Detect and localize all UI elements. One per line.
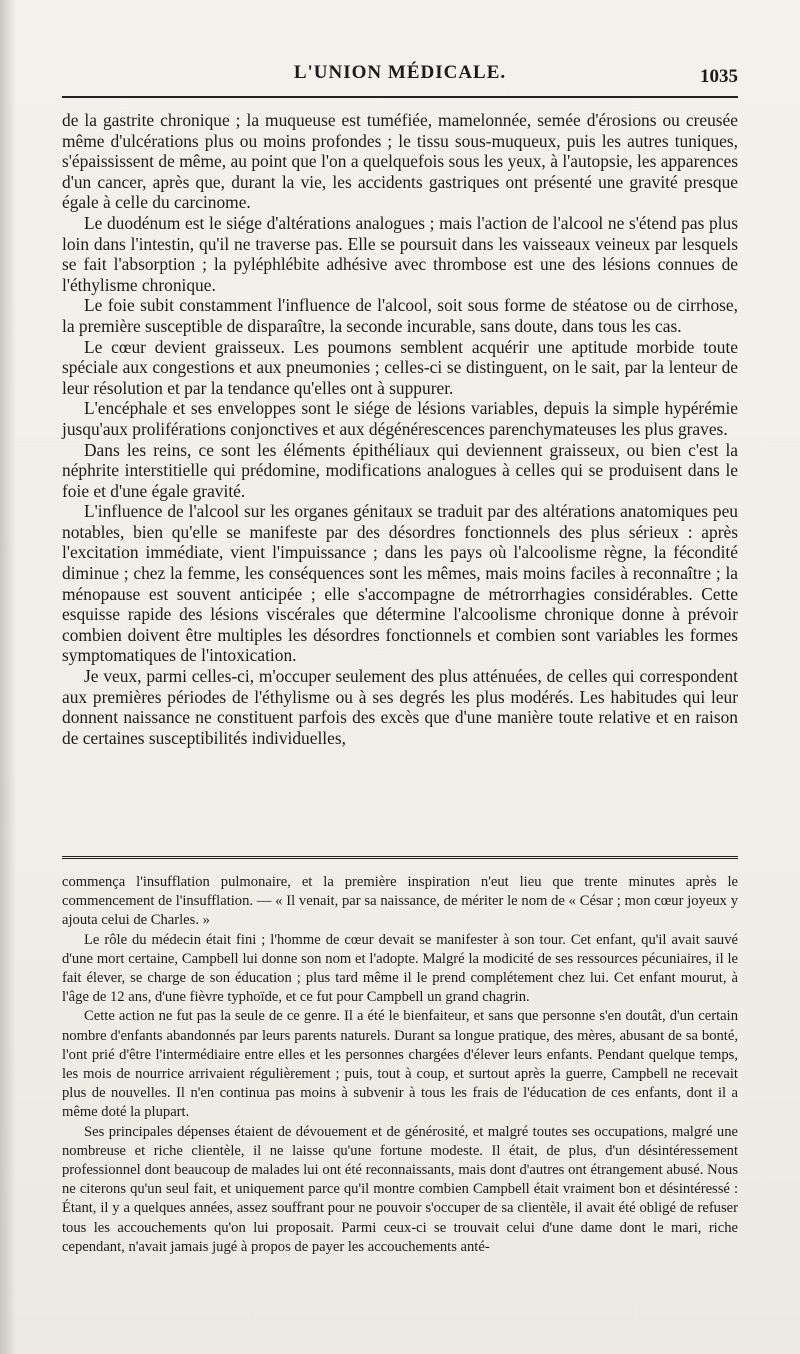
paragraph: Le cœur devient graisseux. Les poumons semblent acquérir une aptitude morbide toute spéciale aux congestions et aux pneumonies ; celles-ci se distinguent, on le sait, par la lenteur de leur résolution et par la tendance qu'elles ont à suppurer. (62, 336, 738, 398)
header-rule (62, 96, 738, 98)
footnote-paragraph: Ses principales dépenses étaient de dévouement et de générosité, et malgré toutes ses occupations, malgré une nombreuse et riche clientèle, il ne laisse qu'une fortune modeste. Il était, de plus, d'un désintéressement professionnel dont beaucoup de malades lui ont été reconnaissants, mais dont d'autres ont étrangement abusé. Nous ne citerons qu'un seul fait, et uniquement parce qu'il montre combien Campbell était vraiment bon et désintéressé : Étant, il y a quelques années, assez souffrant pour ne pouvoir s'occuper de sa clientèle, il avait été obligé de refuser tous les accouchements qu'on lui proposait. Parmi ceux-ci se trouvait celui d'une dame dont le mari, riche cependant, n'avait jamais jugé à propos de payer les accouchements anté- (62, 1123, 738, 1255)
footnotes (62, 873, 738, 1257)
paragraph: de la gastrite chronique ; la muqueuse est tuméfiée, mamelonnée, semée d'érosions ou creusée même d'ulcérations plus ou moins profondes ; le tissu sous-muqueux, puis les autres tuniques, s'épaississent de même, au point que l'on a quelquefois sous les yeux, à l'autopsie, les apparences d'un cancer, après que, durant la vie, les accidents gastriques ont présenté une gravité presque égale à celle du carcinome. (62, 110, 738, 213)
page-number: 1035 (700, 66, 738, 87)
footnote-rule (62, 856, 738, 859)
paragraph: Le duodénum est le siége d'altérations analogues ; mais l'action de l'alcool ne s'étend pas plus loin dans l'intestin, qu'il ne traverse pas. Elle se poursuit dans les vaisseaux veineux par lesquels se fait l'absorption ; la pyléphlébite adhésive avec thrombose est une des lésions connues de l'éthylisme chronique. (62, 212, 738, 295)
paragraph: L'influence de l'alcool sur les organes génitaux se traduit par des altérations anatomiques peu notables, bien qu'elle se manifeste par des désordres fonctionnels des plus sérieux : après l'excitation immédiate, vient l'impuissance ; dans les pays où l'alcoolisme règne, la fécondité diminue ; chez la femme, les conséquences sont les mêmes, mais moins faciles à reconnaître ; la ménopause est souvent anticipée ; elle s'accompagne de métrorrhagies considérables. Cette esquisse rapide des lésions viscérales que détermine l'alcoolisme chronique donne à prévoir combien doivent être multiples les désordres fonctionnels et combien sont variables les formes symptomatiques de l'intoxication. (62, 501, 738, 666)
page-edge-shadow (0, 0, 16, 1354)
page-header (62, 62, 738, 92)
running-title: L'UNION MÉDICALE. (293, 62, 507, 83)
paragraph: L'encéphale et ses enveloppes sont le siége de lésions variables, depuis la simple hypérémie jusqu'aux proliférations conjonctives et aux dégénérescences parenchymateuses les plus graves. (62, 398, 738, 439)
paragraph: Je veux, parmi celles-ci, m'occuper seulement des plus atténuées, de celles qui correspondent aux premières périodes de l'éthylisme ou à ses degrés les plus modérés. Les habitudes qui leur donnent naissance ne constituent parfois des excès que d'une manière toute relative et en raison de certaines susceptibilités individuelles, (62, 666, 738, 748)
footnote-paragraph: Cette action ne fut pas la seule de ce genre. Il a été le bienfaiteur, et sans que personne s'en doutât, d'un certain nombre d'enfants abandonnés par leurs parents naturels. Durant sa longue pratique, des mères, abusant de sa bonté, l'ont prié d'être l'intermédiaire entre elles et les personnes chargées d'élever leurs enfants. Pendant quelque temps, les mois de nourrice arrivaient régulièrement ; puis, tout à coup, et surtout après la guerre, Campbell ne recevait plus de nouvelles. Il n'en continua pas moins à subvenir à tous les frais de l'éducation de ces enfants, dont il a même doté la plupart. (62, 1008, 738, 1121)
paragraph: Dans les reins, ce sont les éléments épithéliaux qui deviennent graisseux, ou bien c'est la néphrite interstitielle qui prédomine, modifications analogues à celles qui se produisent dans le foie et d'une égale gravité. (62, 439, 738, 501)
footnote-paragraph: Le rôle du médecin était fini ; l'homme de cœur devait se manifester à son tour. Cet enfant, qu'il avait sauvé d'une mort certaine, Campbell lui donne son nom et l'adopte. Malgré la modicité de ses ressources pécuniaires, il le fait élever, se charge de son éducation ; plus tard même il le prend complétement chez lui. Cet enfant mourut, à l'âge de 12 ans, d'une fièvre typhoïde, et ce fut pour Campbell un grand chagrin. (62, 931, 738, 1006)
footnote-paragraph: commença l'insufflation pulmonaire, et la première inspiration n'eut lieu que trente minutes après le commencement de l'insufflation. — « Il venait, par sa naissance, de mériter le nom de « César ; mon cœur joyeux y ajouta celui de Charles. » (62, 874, 738, 929)
main-text (62, 110, 738, 748)
paragraph: Le foie subit constamment l'influence de l'alcool, soit sous forme de stéatose ou de cirrhose, la première susceptible de disparaître, la seconde incurable, sans doute, dans tous les cas. (62, 295, 738, 336)
